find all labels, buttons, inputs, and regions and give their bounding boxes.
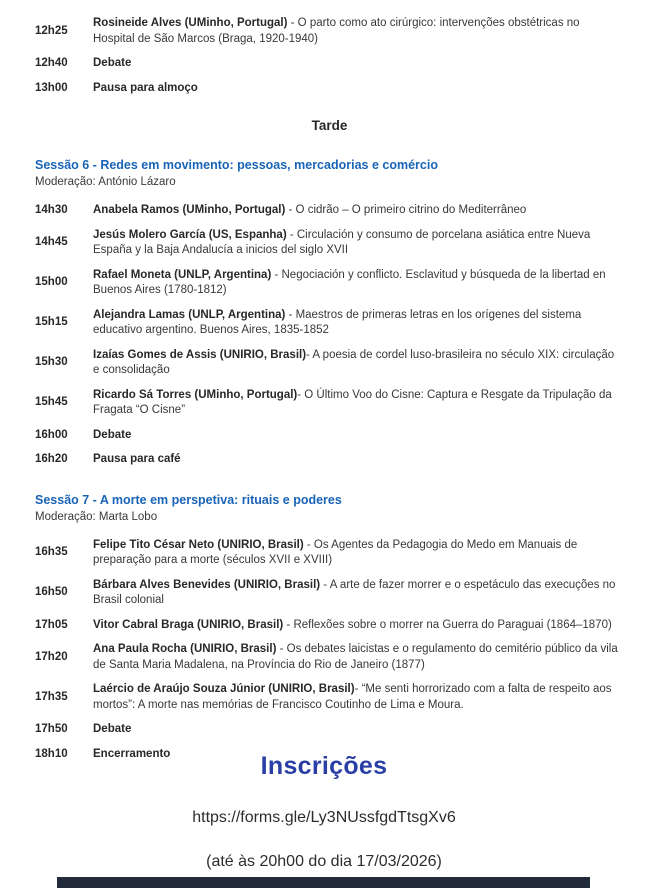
speaker-name: Vitor Cabral Braga (UNIRIO, Brasil)	[93, 618, 284, 631]
footer-bar	[57, 877, 590, 888]
session-title: Sessão 7 - A morte em perspetiva: rituais e poderes	[35, 492, 342, 507]
speaker-name: Ana Paula Rocha (UNIRIO, Brasil)	[93, 643, 277, 655]
session-block	[35, 157, 624, 468]
speaker-name: Bárbara Alves Benevides (UNIRIO, Brasil)	[93, 578, 321, 591]
entry-time: 15h30	[35, 356, 68, 369]
speaker-name: Alejandra Lamas (UNLP, Argentina)	[93, 308, 286, 321]
entry-time: 18h10	[35, 747, 68, 760]
speaker-name: Ricardo Sá Torres (UMinho, Portugal)	[93, 388, 298, 401]
schedule-entry	[35, 388, 624, 419]
entry-text	[93, 428, 624, 444]
speaker-name: Rosineide Alves (UMinho, Portugal)	[93, 17, 288, 29]
entry-time: 17h50	[35, 723, 68, 735]
entry-time: 17h20	[35, 650, 68, 663]
schedule-entry	[35, 16, 624, 47]
schedule-entry	[35, 578, 624, 609]
schedule-entry	[35, 348, 624, 379]
sessions-container	[35, 157, 624, 762]
speaker-name: Laércio de Araújo Souza Júnior (UNIRIO, Brasil)	[93, 683, 355, 695]
speaker-name: Felipe Tito César Neto (UNIRIO, Brasil)	[93, 538, 304, 551]
schedule-entry	[35, 203, 624, 219]
entry-time: 15h45	[35, 396, 68, 409]
entry-time: 13h00	[35, 81, 68, 94]
entry-text: Felipe Tito César Neto (UNIRIO, Brasil) - Os Agentes da Pedagogia do Medo em Manuais de preparação para a morte (séculos XVII e XVIII)	[93, 538, 578, 566]
entry-time: 14h45	[35, 236, 68, 249]
entry-text	[93, 722, 624, 738]
entry-text: Ana Paula Rocha (UNIRIO, Brasil) - Os debates laicistas e o regulamento do cemitério público da vila de Santa Maria Madalena, na Província do Rio de Janeiro (1877)	[93, 643, 618, 671]
inscriptions-deadline: (até às 20h00 do dia 17/03/2026)	[206, 853, 442, 870]
schedule-entry	[35, 428, 624, 444]
entry-text: Vitor Cabral Braga (UNIRIO, Brasil) - Reflexões sobre o morrer na Guerra do Paraguai (1864–1870)	[93, 618, 612, 631]
entry-time: 16h35	[35, 546, 68, 559]
speaker-name: Rafael Moneta (UNLP, Argentina)	[93, 268, 272, 281]
inscriptions-section	[0, 752, 648, 871]
morning-tail-entries	[35, 16, 624, 96]
schedule-entry	[35, 228, 624, 259]
schedule-entry	[35, 618, 624, 634]
entry-label: Debate	[93, 428, 132, 441]
entry-time: 17h35	[35, 690, 68, 703]
entry-text	[93, 81, 624, 97]
afternoon-section-header: Tarde	[311, 118, 348, 133]
entry-time: 15h15	[35, 316, 68, 329]
entry-text	[93, 56, 624, 72]
schedule-entry	[35, 308, 624, 339]
entry-text: Jesús Molero García (US, Espanha) - Circulación y consumo de porcelana asiática entre Nueva España y la Baja Andalucía a inicios del siglo XVII	[93, 228, 591, 256]
session-moderation: Moderação: Marta Lobo	[35, 510, 158, 523]
entry-label: Pausa para café	[93, 453, 181, 465]
entry-time: 16h20	[35, 453, 68, 465]
schedule-entry	[35, 452, 624, 468]
schedule-entry	[35, 722, 624, 738]
speaker-name: Anabela Ramos (UMinho, Portugal)	[93, 204, 286, 216]
entry-time: 14h30	[35, 204, 68, 216]
session-title: Sessão 6 - Redes em movimento: pessoas, mercadorias e comércio	[35, 158, 438, 172]
entry-label: Encerramento	[93, 747, 171, 760]
entry-text: Rosineide Alves (UMinho, Portugal) - O parto como ato cirúrgico: intervenções obstétricas no Hospital de São Marcos (Braga, 1920-1940)	[93, 17, 580, 45]
entry-text: Bárbara Alves Benevides (UNIRIO, Brasil) - A arte de fazer morrer e o espetáculo das execuções no Brasil colonial	[93, 578, 616, 606]
entry-text: Alejandra Lamas (UNLP, Argentina) - Maestros de primeras letras en los orígenes del sistema educativo argentino. Buenos Aires, 1835-1852	[93, 308, 582, 336]
schedule-entry	[35, 538, 624, 569]
entry-text: Izaías Gomes de Assis (UNIRIO, Brasil)- A poesia de cordel luso-brasileira no século XIX: circulação e consolidação	[93, 348, 615, 376]
entry-time: 12h40	[35, 57, 68, 69]
schedule-entry	[35, 682, 624, 713]
entry-text: Ricardo Sá Torres (UMinho, Portugal)- O Último Voo do Cisne: Captura e Resgate da Tripulação da Fragata “O Cisne”	[93, 388, 612, 416]
entry-text: Rafael Moneta (UNLP, Argentina) - Negociación y conflicto. Esclavitud y búsqueda de la libertad en Buenos Aires (1780-1812)	[93, 268, 606, 296]
entry-label: Debate	[93, 723, 132, 735]
entry-time: 12h25	[35, 24, 68, 37]
speaker-name: Izaías Gomes de Assis (UNIRIO, Brasil)	[93, 348, 307, 361]
session-block	[35, 492, 624, 763]
entry-time: 16h50	[35, 586, 68, 599]
inscriptions-heading: Inscrições	[260, 752, 388, 780]
entry-text: Laércio de Araújo Souza Júnior (UNIRIO, Brasil)- “Me senti horrorizado com a falta de respeito aos mortos”: A morte nas memórias de Francisco Coutinho de Lima e Moura.	[93, 683, 612, 711]
session-moderation: Moderação: António Lázaro	[35, 176, 176, 188]
schedule-entry	[35, 642, 624, 673]
entry-time: 16h00	[35, 428, 68, 441]
schedule-entry	[35, 268, 624, 299]
entry-time: 17h05	[35, 618, 68, 631]
inscriptions-url-link[interactable]: https://forms.gle/Ly3NUssfgdTtsgXv6	[192, 809, 456, 826]
speaker-name: Jesús Molero García (US, Espanha)	[93, 228, 287, 241]
entry-text: Anabela Ramos (UMinho, Portugal) - O cidrão – O primeiro citrino do Mediterrâneo	[93, 204, 527, 216]
entry-text	[93, 452, 624, 468]
schedule-entry	[35, 81, 624, 97]
entry-label: Pausa para almoço	[93, 81, 198, 94]
schedule-entry	[35, 56, 624, 72]
entry-time: 15h00	[35, 276, 68, 289]
entry-label: Debate	[93, 57, 132, 69]
